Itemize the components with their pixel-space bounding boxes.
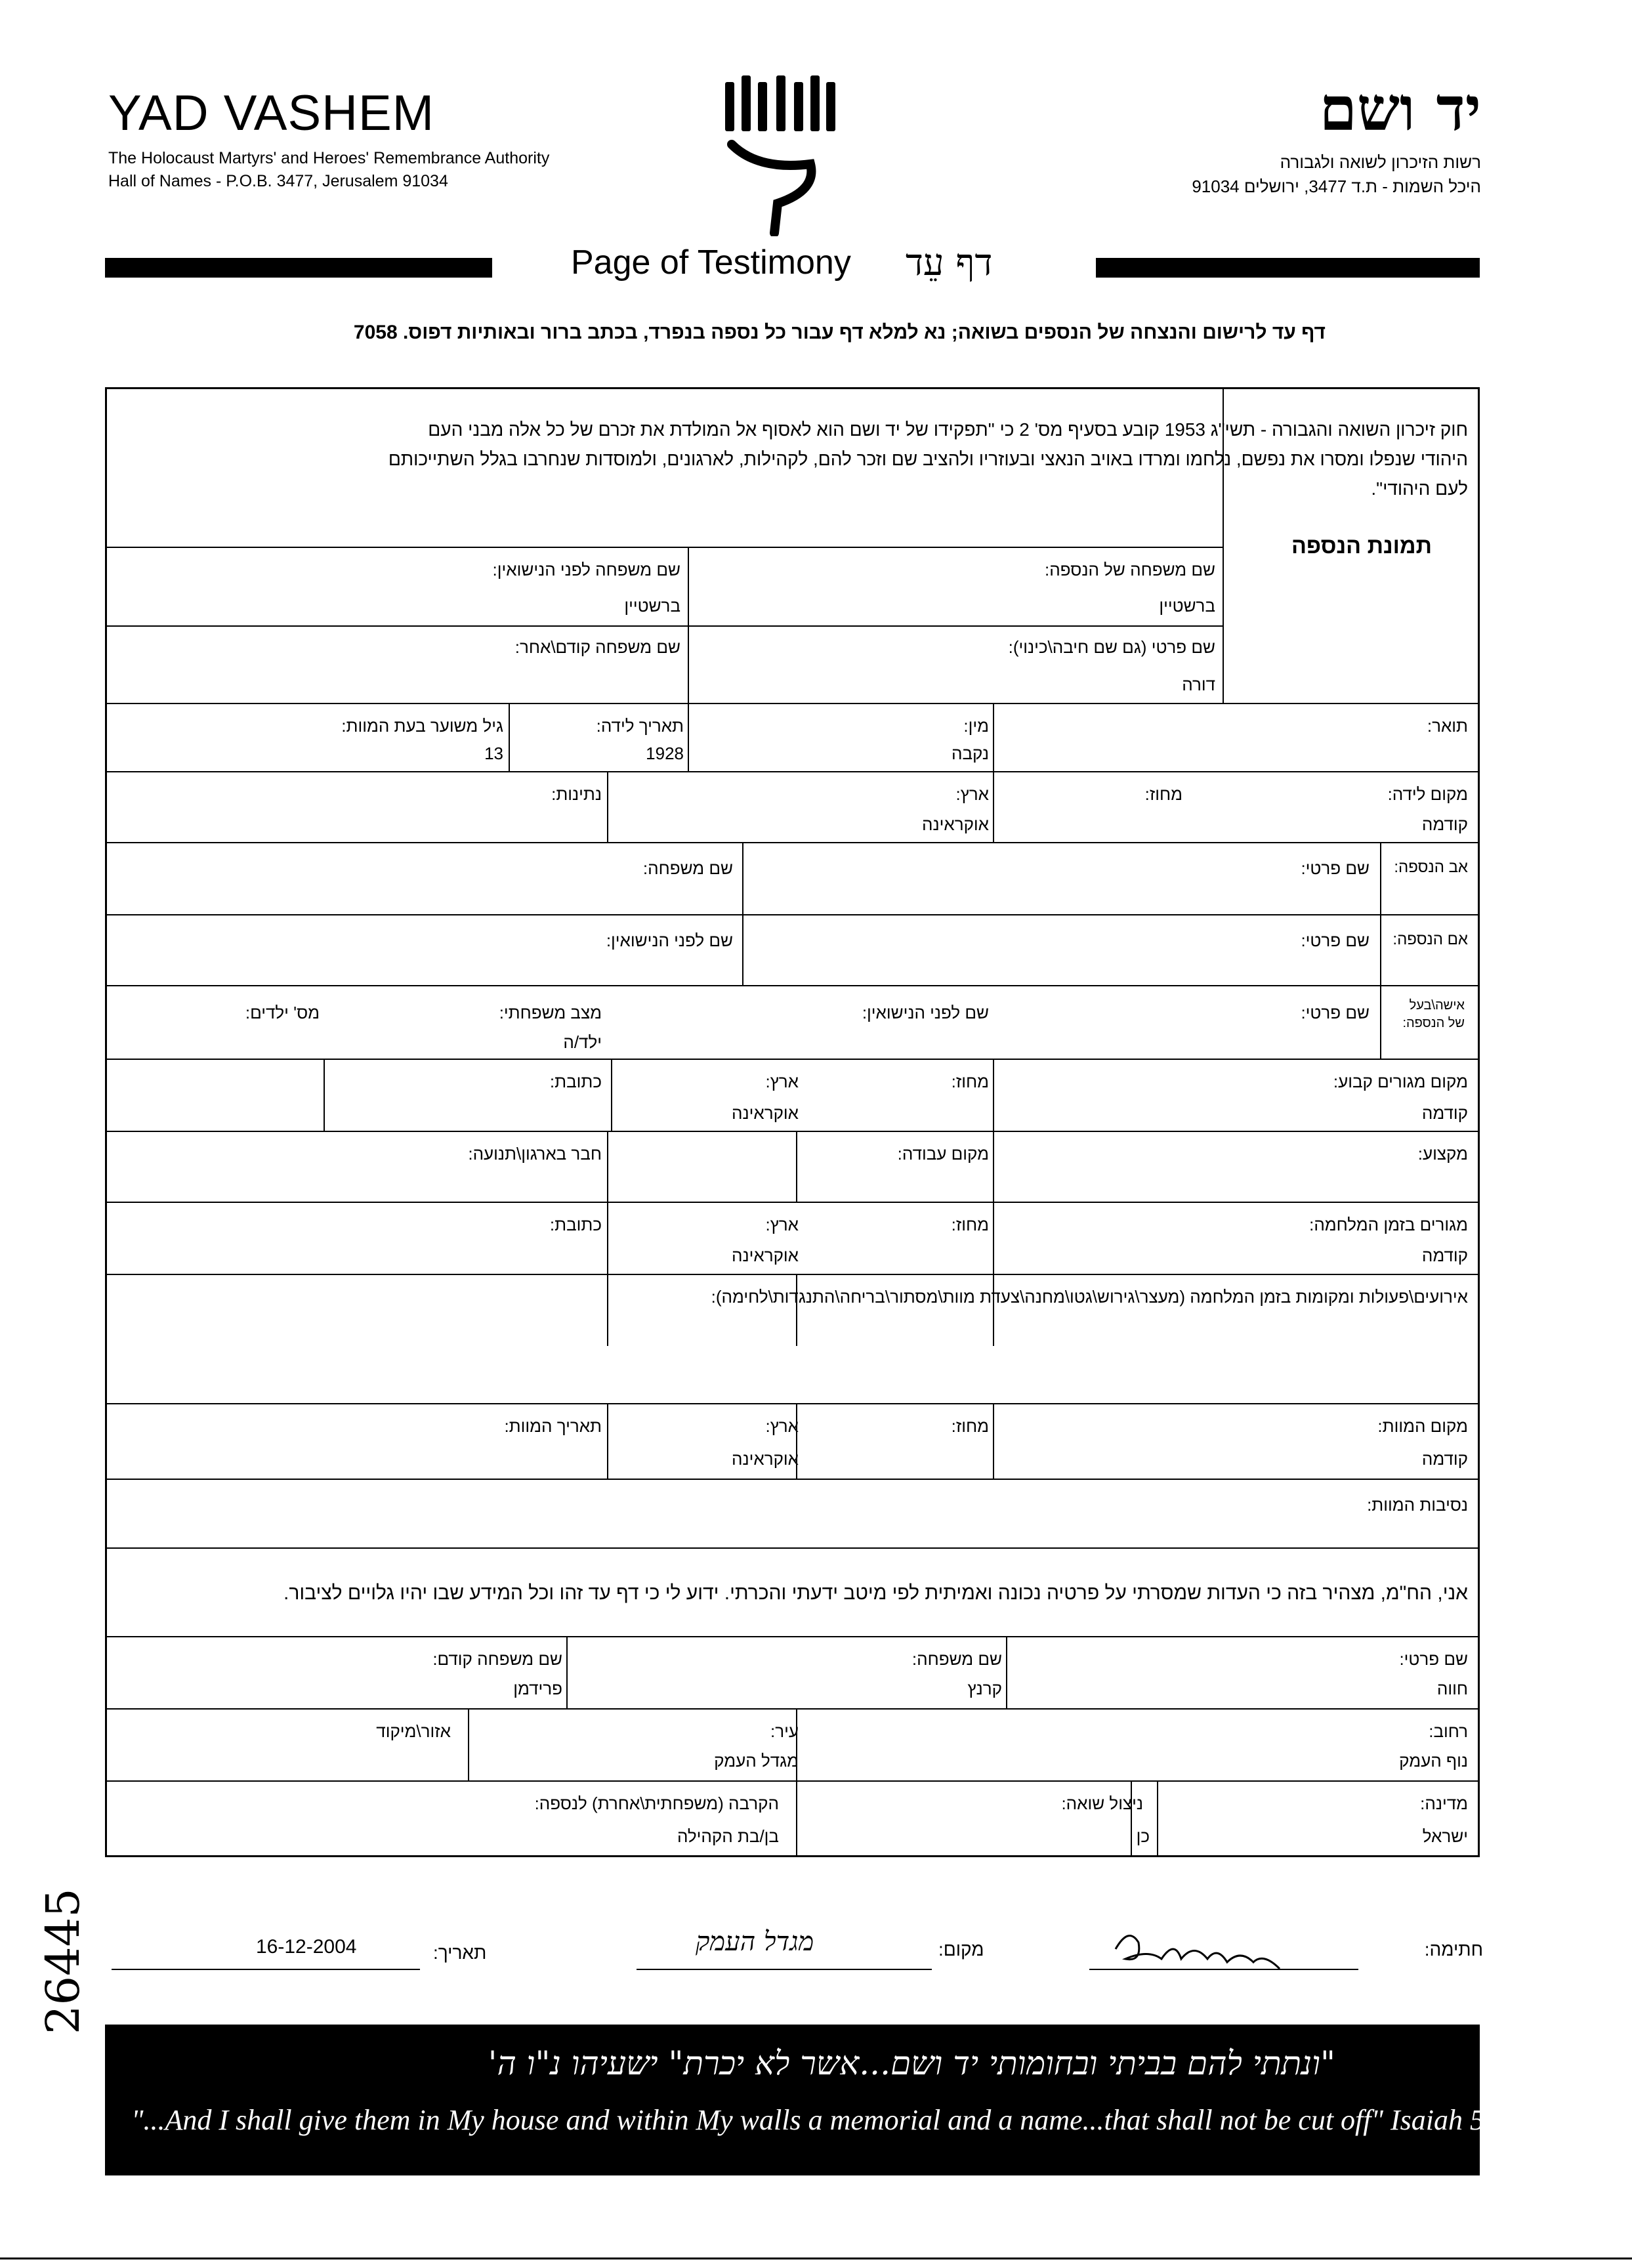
date-label: תאריך: [433,1942,487,1963]
residence-district-label: מחוז: [951,1072,989,1091]
place-field[interactable]: מגדל העמק [696,1927,814,1957]
submitter-last-label: שם משפחה: [911,1649,1002,1669]
submitter-first-label: שם פרטי: [1399,1649,1468,1669]
father-last-label: שם משפחה: [642,858,733,878]
intro-instructions: דף עד לרישום והנצחה של הנספים בשואה; נא למלא דף עבור כל נספה בנפרד, בכתב ברור ובאותיות דפוס. 7058 [353,322,1326,343]
residence-place-field[interactable]: קודמה [1421,1103,1468,1123]
victim-first-name-field[interactable]: דורה [1182,675,1215,694]
birth-country-label: ארץ: [955,784,989,804]
org-subtitle-en-1: The Holocaust Martyrs' and Heroes' Remembrance Authority [108,149,550,167]
residence-address-label: כתובת: [549,1072,602,1091]
submitter-prev-label: שם משפחה קודם: [432,1649,562,1669]
signature-label: חתימה: [1424,1939,1483,1960]
submitter-zip-label: אזור\מיקוד [376,1721,451,1741]
law-text: חוק זיכרון השואה והגבורה - תשי"ג 1953 קובע בסעיף מס' 2 כי "תפקידו של יד ושם הוא לאסוף אל המולדת את זכרם של כל אלה מבני העם היהודי שנפלו ומסרו את נפשם, נלחמו ומרדו באויב הנאצי ובעוזריו ולהציב שם וזכר להם, לקהילות, לארגונים, ולמוסדות שנחרבו בגלל השתייכותם לעם היהודי". [388,419,1468,499]
declaration-text: אני, הח"מ, מצהיר בזה כי העדות שמסרתי על פרטיה נכונה ואמיתית לפי מיטב ידעתי והכרתי. ידוע לי כי דף עד זהו וכל המידע שבו יהיו גלויים לציבור. [283,1582,1468,1604]
submitter-street-label: רחוב: [1429,1721,1468,1741]
death-district-label: מחוז: [951,1416,989,1436]
photo-placeholder-label: תמונת הנספה [1291,534,1432,558]
victim-age-field[interactable]: 13 [484,744,503,763]
victim-maiden-label: שם משפחה לפני הנישואין: [492,560,680,579]
relation-field[interactable]: בן/בת הקהילה [677,1826,779,1846]
banner-quote-he: "ונתתי להם בביתי ובחומותי יד ושם...אשר לא יכרת" ישעיהו נ"ו ה' [488,2044,1335,2082]
birth-country-field[interactable]: אוקראינה [922,814,989,834]
handwritten-signature-icon[interactable] [1102,1923,1299,1982]
spouse-first-label: שם פרטי: [1301,1003,1370,1022]
header-hebrew [1022,74,1481,198]
spouse-maiden-label: שם לפני הנישואין: [862,1003,989,1022]
victim-first-name-label: שם פרטי (גם שם חיבה\כינוי): [1008,637,1215,657]
wartime-country-field[interactable]: אוקראינה [732,1246,799,1265]
spouse-row-label-2: של הנספה: [1402,1016,1465,1030]
survivor-label: ניצול שואה: [1061,1794,1143,1813]
page-title-en: Page of Testimony [571,243,851,282]
submitter-country-field[interactable]: ישראל [1422,1826,1468,1846]
death-circumstances-label: נסיבות המוות: [1367,1495,1468,1515]
wartime-district-label: מחוז: [951,1215,989,1234]
residence-country-field[interactable]: אוקראינה [732,1103,799,1123]
residence-label: מקום מגורים קבוע: [1333,1072,1468,1091]
signature-row [105,1923,1483,2002]
mother-first-label: שם פרטי: [1301,931,1370,950]
victim-surname-field[interactable]: ברשטיין [1159,596,1215,616]
victim-maiden-field[interactable]: ברשטיין [624,596,680,616]
date-field[interactable]: 16-12-2004 [256,1936,357,1958]
father-row-label: אב הנספה: [1394,858,1468,876]
occupation-label: מקצוע: [1417,1144,1468,1164]
relation-label: הקרבה (משפחתית\אחרת) לנספה: [534,1794,779,1813]
page-bottom-line [0,2258,1632,2259]
submitter-last-field[interactable]: קרנץ [967,1679,1002,1698]
submitter-first-field[interactable]: חווה [1436,1679,1468,1698]
victim-age-label: גיל משוער בעת המוות: [341,716,503,736]
wartime-residence-label: מגורים בזמן המלחמה: [1309,1215,1468,1234]
submitter-street-field[interactable]: נוף העמק [1399,1751,1468,1771]
children-count-label: מס' ילדים: [245,1003,320,1022]
handwritten-file-number: 26445 [36,1888,90,2034]
header-english [108,85,633,192]
wartime-address-label: כתובת: [549,1215,602,1234]
victim-gender-label: מין: [963,716,989,736]
death-country-label: ארץ: [765,1416,799,1436]
submitter-city-label: עיר: [770,1721,799,1741]
birth-place-field[interactable]: קודמה [1421,814,1468,834]
birth-district-label: מחוז: [1144,784,1182,804]
title-bar-left [105,258,492,278]
workplace-label: מקום עבודה: [897,1144,989,1164]
submitter-city-field[interactable]: מגדל העמק [714,1751,799,1771]
victim-title-label: תואר: [1427,716,1468,736]
wartime-events-label: אירועים\פעולות ומקומות בזמן המלחמה (מעצר\גירוש\גטו\מחנה\צעדת מוות\מסתור\בריחה\התנגדות\לחימה): [711,1287,1468,1307]
submitter-country-label: מדינה: [1420,1794,1468,1813]
mother-maiden-label: שם לפני הנישואין: [606,931,733,950]
wartime-place-field[interactable]: קודמה [1421,1246,1468,1265]
death-place-field[interactable]: קודמה [1421,1449,1468,1469]
birth-place-label: מקום לידה: [1387,784,1468,804]
place-label: מקום: [938,1939,984,1960]
death-place-label: מקום המוות: [1377,1416,1468,1436]
spouse-status-field[interactable]: ילד/ה [563,1032,602,1052]
victim-birth-date-label: תאריך לידה: [596,716,684,736]
banner-quote-en: "...And I shall give them in My house and within My walls a memorial and a name...that shall not be cut off" Isaiah 56:5 [131,2104,1523,2136]
testimony-form [105,387,1480,1857]
submitter-prev-field[interactable]: פרידמן [513,1679,562,1698]
victim-gender-field[interactable]: נקבה [952,744,989,763]
victim-surname-label: שם משפחה של הנספה: [1044,560,1215,579]
death-date-label: תאריך המוות: [504,1416,602,1436]
victim-prev-surname-label: שם משפחה קודם\אחר: [514,637,680,657]
org-subtitle-en-2: Hall of Names - P.O.B. 3477, Jerusalem 91034 [108,171,448,190]
org-title-en: YAD VASHEM [108,85,435,141]
org-subtitle-he-1: רשות הזיכרון לשואה ולגבורה [1280,152,1481,172]
citizenship-label: נתינות: [551,784,602,804]
org-title-he: יד ושם [1319,74,1481,144]
spouse-status-label: מצב משפחתי: [499,1003,602,1022]
title-bar-right [1096,258,1480,278]
quote-banner [105,2025,1523,2175]
victim-birth-date-field[interactable]: 1928 [646,744,684,763]
spouse-row-label-1: אישה\בעל [1409,998,1465,1013]
survivor-field[interactable]: כן [1136,1826,1150,1846]
father-first-label: שם פרטי: [1301,858,1370,878]
wartime-country-label: ארץ: [765,1215,799,1234]
residence-country-label: ארץ: [765,1072,799,1091]
org-subtitle-he-2: היכל השמות - ת.ד 3477, ירושלים 91034 [1192,177,1481,197]
mother-row-label: אם הנספה: [1392,931,1468,948]
menorah-logo-icon [719,72,843,236]
death-country-field[interactable]: אוקראינה [732,1449,799,1469]
page-title-he: דף עֵד [906,242,993,284]
organization-member-label: חבר בארגון\תנועה: [468,1144,602,1164]
